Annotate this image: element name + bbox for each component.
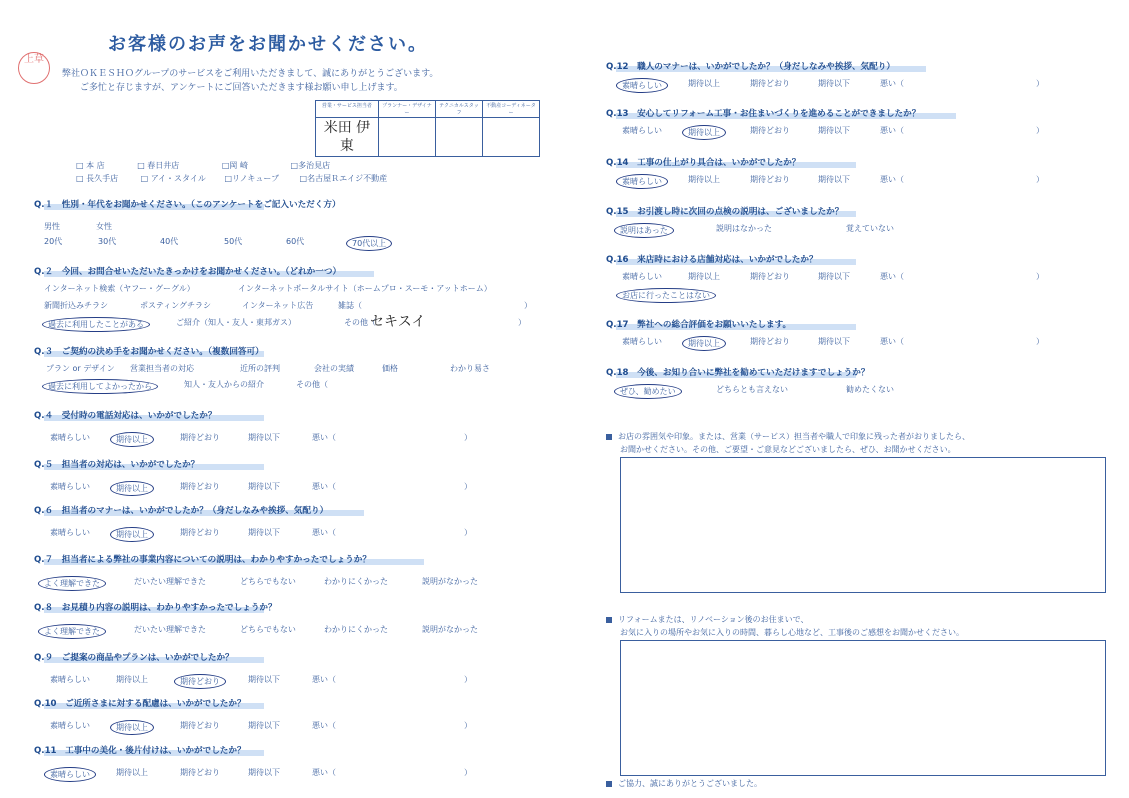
answer-option[interactable]: 悪い（	[880, 79, 904, 88]
answer-option[interactable]: 期待以上	[688, 272, 720, 281]
answer-option[interactable]: 悪い（	[312, 768, 336, 777]
answer-option[interactable]: 期待以下	[818, 337, 850, 346]
answer-option[interactable]: 営業担当者の対応	[130, 364, 194, 373]
store-row-2	[76, 173, 387, 184]
answer-option-selected[interactable]: お店に行ったことはない	[616, 288, 716, 303]
staff-handwritten: 米田 伊東	[316, 118, 379, 157]
answer-option[interactable]: 期待どおり	[180, 768, 220, 777]
question-text: Q.２ 今回、お問合せいただいたきっかけをお聞かせください。（どれか一つ）	[34, 267, 342, 277]
question-text: Q.９ ご提案の商品やプランは、いかがでしたか？	[34, 653, 234, 663]
answer-option-selected[interactable]: 説明はあった	[614, 223, 674, 238]
question-text: Q.15 お引渡し時に次回の点検の説明は、ございましたか？	[606, 207, 844, 217]
answer-option[interactable]: 素晴らしい	[622, 126, 662, 135]
question-text: Q.16 来店時における店舗対応は、いかがでしたか？	[606, 255, 818, 265]
answer-option[interactable]: インターネット広告	[242, 301, 314, 310]
store-option[interactable]: □ 春日井店	[137, 161, 180, 170]
answer-option[interactable]: 悪い（	[312, 721, 336, 730]
store-row-1	[76, 160, 330, 171]
handwritten-answer: セキスイ	[370, 314, 426, 330]
answer-option[interactable]: わかりにくかった	[324, 577, 388, 586]
answer-option[interactable]: 素晴らしい	[622, 272, 662, 281]
answer-option[interactable]: インターネットポータルサイト（ホームプロ・スーモ・アットホーム）	[238, 284, 492, 293]
answer-option[interactable]: 悪い（	[312, 675, 336, 684]
answer-option[interactable]: 女性	[96, 222, 112, 231]
comment-box-1[interactable]	[620, 457, 1106, 593]
answer-option[interactable]: 期待どおり	[750, 175, 790, 184]
answer-option[interactable]: 30代	[98, 237, 117, 246]
comment-prompt-2	[606, 614, 808, 625]
comment-prompt-1	[606, 431, 970, 442]
answer-option[interactable]: ）	[464, 482, 472, 491]
store-option[interactable]: □ アイ・スタイル	[140, 174, 206, 183]
answer-option[interactable]: 期待どおり	[180, 528, 220, 537]
answer-option[interactable]: 説明はなかった	[716, 224, 772, 233]
answer-option-selected[interactable]: 期待どおり	[174, 674, 226, 689]
question-text: Q.12 職人のマナーは、いかがでしたか？（身だしなみや挨拶、気配り）	[606, 62, 895, 72]
answer-option[interactable]: 期待以上	[688, 175, 720, 184]
answer-option[interactable]: ）	[464, 433, 472, 442]
store-option[interactable]: □ 長久手店	[76, 174, 119, 183]
answer-option[interactable]: 悪い（	[312, 482, 336, 491]
intro-line-1: 弊社ＯＫＥＳＨＯグループのサービスをご利用いただきまして、誠にありがとうございます。	[62, 69, 439, 79]
answer-option-selected[interactable]: よく理解できた	[38, 624, 106, 639]
question-text: Q.13 安心してリフォーム工事・お住まいづくりを進めることができましたか？	[606, 109, 921, 119]
answer-option[interactable]: 期待以下	[818, 272, 850, 281]
answer-option[interactable]: 期待どおり	[750, 272, 790, 281]
staff-header: 営業・サービス担当者	[316, 101, 379, 118]
answer-option[interactable]: 期待どおり	[750, 337, 790, 346]
answer-option[interactable]: 期待どおり	[750, 126, 790, 135]
staff-header: プランナー・デザイナー	[378, 101, 435, 118]
answer-option[interactable]: 期待以下	[248, 768, 280, 777]
answer-option[interactable]: わかりにくかった	[324, 625, 388, 634]
answer-option-selected[interactable]: 素晴らしい	[616, 78, 668, 93]
staff-header: 不動産コーディネーター	[482, 101, 539, 118]
bullet-icon	[606, 617, 612, 623]
answer-option[interactable]: だいたい理解できた	[134, 577, 206, 586]
answer-option[interactable]: 50代	[224, 237, 243, 246]
hanko-stamp: 上草	[18, 52, 50, 84]
question-text: Q.４ 受付時の電話対応は、いかがでしたか？	[34, 411, 217, 421]
answer-option[interactable]: ）	[464, 768, 472, 777]
question-text: Q.５ 担当者の対応は、いかがでしたか？	[34, 460, 200, 470]
answer-option[interactable]: 雑誌（	[338, 301, 362, 310]
store-option[interactable]: □ 本 店	[76, 161, 105, 170]
answer-option[interactable]: 20代	[44, 237, 63, 246]
answer-option[interactable]: 素晴らしい	[50, 675, 90, 684]
answer-option[interactable]: その他（	[344, 318, 376, 327]
staff-cell	[482, 118, 539, 157]
answer-option[interactable]: 期待どおり	[750, 79, 790, 88]
staff-table	[315, 100, 540, 157]
question-text: Q.18 今後、お知り合いに弊社を勧めていただけますでしょうか？	[606, 368, 870, 378]
answer-option-selected[interactable]: 期待以上	[682, 125, 726, 140]
answer-option[interactable]: プラン or デザイン	[46, 364, 115, 373]
answer-option[interactable]: 悪い（	[880, 337, 904, 346]
answer-option-selected[interactable]: 過去に利用したことがある	[42, 317, 150, 332]
comment-prompt-2-line-1: リフォームまたは、リノベーション後のお住まいで、	[618, 615, 809, 624]
answer-option[interactable]: 期待以下	[818, 126, 850, 135]
page-title: お客様のお声をお聞かせください。	[108, 34, 428, 55]
answer-option[interactable]: 期待以上	[688, 79, 720, 88]
answer-option[interactable]: 知人・友人からの紹介	[184, 380, 264, 389]
answer-option[interactable]: 期待以下	[818, 175, 850, 184]
answer-option[interactable]: 期待以上	[116, 768, 148, 777]
answer-option-selected[interactable]: 期待以上	[110, 481, 154, 496]
answer-option[interactable]: 期待どおり	[180, 482, 220, 491]
answer-option[interactable]: 期待どおり	[180, 433, 220, 442]
answer-option[interactable]: 近所の評判	[240, 364, 280, 373]
answer-option[interactable]: インターネット検索（ヤフー・グーグル）	[44, 284, 195, 293]
staff-header: テクニカルスタッフ	[435, 101, 482, 118]
question-text: Q.６ 担当者のマナーは、いかがでしたか？（身だしなみや挨拶、気配り）	[34, 506, 329, 516]
question-text: Q.14 工事の仕上がり具合は、いかがでしたか？	[606, 158, 801, 168]
question-text: Q.１ 性別・年代をお聞かせください。（このアンケートをご記入いただく方）	[34, 200, 341, 210]
answer-option[interactable]: わかり易さ	[450, 364, 490, 373]
answer-option[interactable]: ）	[518, 318, 526, 327]
intro-line-2: ご多忙と存じますが、アンケートにご回答いただきます様お願い申し上げます。	[80, 83, 403, 93]
comment-prompt-2-line-2: お気に入りの場所やお気に入りの時間、暮らし心地など、工事後のご感想をお聞かせください。	[620, 628, 964, 637]
comment-prompt-1-line-2: お聞かせください。その他、ご要望・ご意見などございましたら、ぜひ、お聞かせください。	[620, 445, 956, 454]
question-text: Q.８ お見積り内容の説明は、わかりやすかったでしょうか？	[34, 603, 277, 613]
answer-option-selected[interactable]: 期待以上	[110, 432, 154, 447]
answer-option[interactable]: ポスティングチラシ	[140, 301, 212, 310]
staff-cell	[435, 118, 482, 157]
answer-option[interactable]: ）	[1036, 272, 1044, 281]
thanks	[606, 778, 762, 789]
answer-option[interactable]: どちらとも言えない	[716, 385, 788, 394]
answer-option[interactable]: ）	[1036, 175, 1044, 184]
question-text: Q.10 ご近所さまに対する配慮は、いかがでしたか？	[34, 699, 246, 709]
store-option[interactable]: □リノキューブ	[224, 174, 279, 183]
answer-option[interactable]: 悪い（	[880, 126, 904, 135]
question-text: Q.17 弊社への総合評価をお願いいたします。	[606, 320, 792, 330]
answer-option[interactable]: ）	[524, 301, 532, 310]
answer-option[interactable]: だいたい理解できた	[134, 625, 206, 634]
answer-option[interactable]: 期待以下	[248, 675, 280, 684]
store-option[interactable]: □多治見店	[290, 161, 331, 170]
answer-option[interactable]: どちらでもない	[240, 625, 296, 634]
answer-option[interactable]: 価格	[382, 364, 398, 373]
answer-option[interactable]: ）	[464, 675, 472, 684]
answer-option[interactable]: 素晴らしい	[50, 528, 90, 537]
answer-option[interactable]: ）	[1036, 79, 1044, 88]
answer-option[interactable]: 素晴らしい	[50, 482, 90, 491]
answer-option-selected[interactable]: 期待以上	[110, 527, 154, 542]
store-option[interactable]: □岡 崎	[221, 161, 248, 170]
answer-option-selected[interactable]: 過去に利用してよかったから	[42, 379, 158, 394]
store-option[interactable]: □名古屋Ｒエイジ不動産	[299, 174, 388, 183]
answer-option[interactable]: 期待以上	[116, 675, 148, 684]
answer-option[interactable]: 素晴らしい	[50, 433, 90, 442]
comment-box-2[interactable]	[620, 640, 1106, 776]
answer-option[interactable]: 悪い（	[312, 528, 336, 537]
answer-option[interactable]: ご紹介（知人・友人・東邦ガス）	[176, 318, 296, 327]
answer-option[interactable]: 説明がなかった	[422, 625, 478, 634]
answer-option-selected[interactable]: 素晴らしい	[616, 174, 668, 189]
answer-option[interactable]: 悪い（	[880, 175, 904, 184]
answer-option[interactable]: ）	[464, 528, 472, 537]
answer-option-selected[interactable]: 素晴らしい	[44, 767, 96, 782]
answer-option[interactable]: 期待以下	[818, 79, 850, 88]
answer-option[interactable]: 悪い（	[312, 433, 336, 442]
answer-option[interactable]: 勧めたくない	[846, 385, 894, 394]
answer-option[interactable]: どちらでもない	[240, 577, 296, 586]
answer-option[interactable]: ）	[1036, 337, 1044, 346]
bullet-icon	[606, 781, 612, 787]
answer-option[interactable]: ）	[1036, 126, 1044, 135]
answer-option[interactable]: 素晴らしい	[50, 721, 90, 730]
answer-option-selected[interactable]: ぜひ、勧めたい	[614, 384, 682, 399]
answer-option[interactable]: 60代	[286, 237, 305, 246]
answer-option[interactable]: 素晴らしい	[622, 337, 662, 346]
answer-option[interactable]: 会社の実績	[314, 364, 354, 373]
answer-option[interactable]: 期待以下	[248, 721, 280, 730]
answer-option[interactable]: 期待以下	[248, 528, 280, 537]
answer-option[interactable]: 新聞折込みチラシ	[44, 301, 108, 310]
answer-option[interactable]: 期待以下	[248, 482, 280, 491]
answer-option-selected[interactable]: よく理解できた	[38, 576, 106, 591]
answer-option[interactable]: 期待以下	[248, 433, 280, 442]
answer-option[interactable]: 覚えていない	[846, 224, 894, 233]
question-text: Q.11 工事中の美化・後片付けは、いかがでしたか？	[34, 746, 246, 756]
thanks-text: ご協力、誠にありがとうございました。	[618, 779, 762, 788]
comment-prompt-1-line-1: お店の雰囲気や印象。または、営業（サービス）担当者や職人で印象に残った者がおりましたら、	[618, 432, 970, 441]
answer-option[interactable]: ）	[464, 721, 472, 730]
answer-option-selected[interactable]: 70代以上	[346, 236, 392, 251]
answer-option[interactable]: 男性	[44, 222, 60, 231]
answer-option-selected[interactable]: 期待以上	[682, 336, 726, 351]
answer-option[interactable]: 説明がなかった	[422, 577, 478, 586]
answer-option[interactable]: 期待どおり	[180, 721, 220, 730]
staff-cell	[378, 118, 435, 157]
answer-option[interactable]: その他（	[296, 380, 328, 389]
answer-option[interactable]: 40代	[160, 237, 179, 246]
answer-option-selected[interactable]: 期待以上	[110, 720, 154, 735]
question-text: Q.３ ご契約の決め手をお聞かせください。（複数回答可）	[34, 347, 264, 357]
answer-option[interactable]: 悪い（	[880, 272, 904, 281]
question-text: Q.７ 担当者による弊社の事業内容についての説明は、わかりやすかったでしょうか？	[34, 555, 371, 565]
bullet-icon	[606, 434, 612, 440]
